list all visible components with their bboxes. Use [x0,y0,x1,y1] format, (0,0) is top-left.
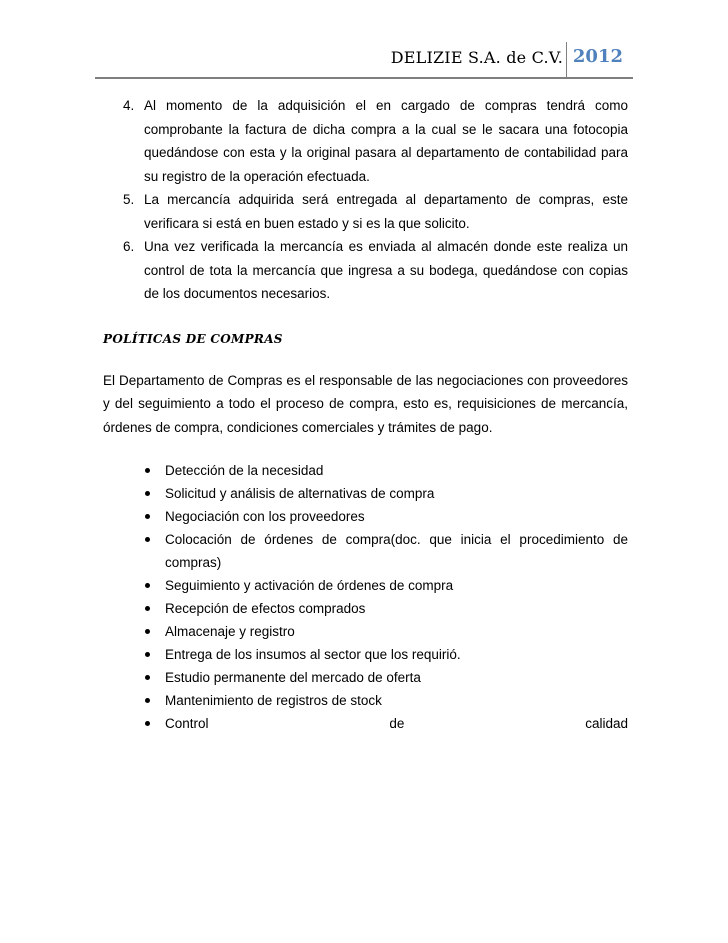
bullet-text [165,712,628,735]
bullet-text: Recepción de efectos comprados [165,601,366,616]
bullet-text: Seguimiento y activación de órdenes de compra [165,578,454,593]
bullet-item [103,712,628,735]
bullet-item [103,482,628,505]
bullet-item [103,620,628,643]
step-text: Una vez verificada la mercancía es enviada al almacén donde este realiza un control de tota la mercancía que ingresa a su bodega, quedándose con copias de los documentos necesarios. [144,239,628,301]
header-separator [566,42,567,78]
bullet-icon [145,698,150,703]
bullet-icon [145,629,150,634]
bullet-icon [145,468,150,473]
bullet-icon [145,583,150,588]
bullet-icon [145,491,150,496]
bullet-text: Negociación con los proveedores [165,509,365,524]
section-paragraph: El Departamento de Compras es el responsable de las negociaciones con proveedores y del seguimiento a todo el proceso de compra, esto es, requisiciones de mercancía, órdenes de compra, condiciones comerciales y trámites de pago. [103,372,628,435]
procedure-steps-list [103,94,628,306]
procedure-step [103,94,628,188]
bullet-icon [145,606,150,611]
bullet-item [103,574,628,597]
bullet-text: Detección de la necesidad [165,463,324,478]
bullet-word: calidad [585,716,628,731]
bullet-item [103,597,628,620]
step-number: 6. [123,239,135,254]
bullet-icon [145,652,150,657]
bullet-icon [145,721,150,726]
bullet-item [103,505,628,528]
header-company-name: DELIZIE S.A. de C.V. [390,48,563,67]
bullet-text: Colocación de órdenes de compra(doc. que inicia el procedimiento de compras) [165,532,628,570]
header-year: 2012 [572,46,623,67]
procedure-step [103,235,628,306]
bullet-text: Entrega de los insumos al sector que los requirió. [165,647,461,662]
header-rule [95,77,633,79]
page-header [95,42,633,78]
bullet-word: de [389,716,405,731]
procedure-step [103,188,628,235]
bullet-item [103,689,628,712]
bullet-text: Almacenaje y registro [165,624,295,639]
section-heading: POLÍTICAS DE COMPRAS [103,331,283,346]
bullet-item [103,528,628,574]
document-body [103,94,628,735]
bullet-icon [145,514,150,519]
bullet-text: Estudio permanente del mercado de oferta [165,670,421,685]
bullet-icon [145,537,150,542]
bullet-icon [145,675,150,680]
step-number: 5. [123,192,135,207]
bullet-text: Mantenimiento de registros de stock [165,693,382,708]
bullet-text: Solicitud y análisis de alternativas de compra [165,486,435,501]
bullet-item [103,643,628,666]
step-text: La mercancía adquirida será entregada al departamento de compras, este verificara si está en buen estado y si es la que solicito. [144,192,628,231]
bullet-item [103,666,628,689]
step-text: Al momento de la adquisición el en cargado de compras tendrá como comprobante la factura de dicha compra a la cual se le sacara una fotocopia quedándose con esta y la original pasara al departamento de contabilidad para su registro de la operación efectuada. [144,98,628,184]
policy-bullet-list [103,459,628,735]
step-number: 4. [123,98,135,113]
bullet-word: Control [165,716,209,731]
bullet-item [103,459,628,482]
